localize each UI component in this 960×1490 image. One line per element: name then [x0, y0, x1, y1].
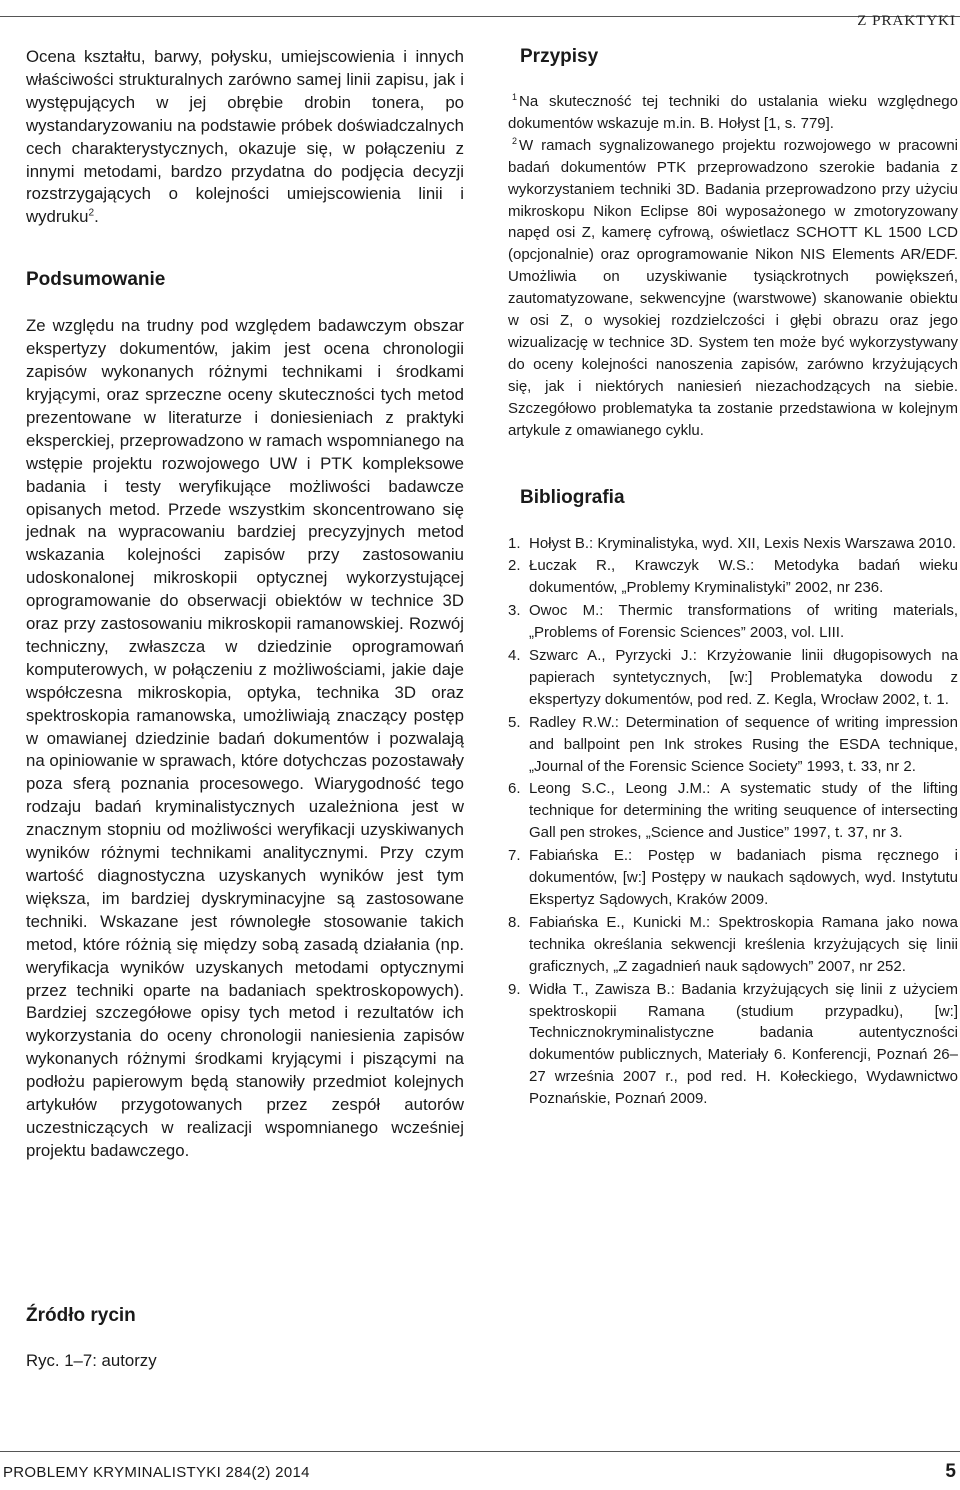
- footnote-number: 2: [512, 135, 518, 146]
- bibliography-text: Fabiańska E., Kunicki M.: Spektroskopia Ramana jako nowa technika określania sekwencji kreślenia krzyżujących się linii graficznych, „Z zagadnień nauk sądowych” 2007, nr 252.: [529, 913, 958, 975]
- figure-sources-text: Ryc. 1–7: autorzy: [26, 1351, 157, 1370]
- figure-sources-heading: Źródło rycin: [26, 1305, 136, 1326]
- summary-paragraph: Ze względu na trudny pod względem badawczym obszar ekspertyzy dokumentów, jakim jest ocena chronologii zapisów wykonanych różnymi technikami i środkami kryjącymi, oraz sprzeczne oceny skuteczności tych metod prezentowane w literaturze i doniesieniach z praktyki eksperckiej, przeprowadzono w ramach wspomnianego na wstępie projektu rozwojowego UW i PTK kompleksowe badania i testy weryfikujące możliwości badawcze opisanych metod. Przede wszystkim skoncentrowano się jednak na wypracowaniu bardziej precyzyjnych metod wskazania kolejności zapisów przy zastosowaniu udoskonalonej mikroskopii optycznej wykorzystującej oprogramowanie do obserwacji obiektów w technice 3D oraz przy zastosowaniu mikroskopii ramanowskiej. Rozwój techniczny, zwłaszcza w dziedzinie oprogramowań komputerowych, w połączeniu z możliwościami, jakie daje współczesna mikroskopia, optyka, technika 3D oraz spektroskopia ramanowska, umożliwiają znaczący postęp w omawianej dziedzinie badań dokumentów i pozwalają na opiniowanie w sprawach, które dotychczas pozostawały poza sferą poznania procesowego. Wiarygodność tego rodzaju badań kryminalistycznych uzależniona jest w znacznym stopniu od możliwości weryfikacji uzyskiwanych wyników różnymi technikami analitycznymi. Przy czym wartość diagnostyczna uzyskanych wyników jest tym większa, im bardziej dyskryminacyjne są zastosowane techniki. Wskazane jest równoległe stosowanie takich metod, które różnią się między sobą zasadą działania (np. weryfikacja wyników uzyskanych metodami optycznymi przez techniki oparte na badaniach spektroskopowych). Bardziej szczegółowe opisy tych metod i rezultatów ich wykorzystania do oceny chronologii naniesienia zapisów wykonanych różnymi środkami kryjącymi i piszącymi na podłożu papierowym będą stanowiły przedmiot kolejnych artykułów przygotowanych przez zespół autorów uczestniczących w realizacji wspomnianego wcześniej projektu badawczego.: [26, 316, 464, 1160]
- bibliography-number: 3.: [508, 602, 521, 620]
- figure-sources: [26, 1305, 466, 1371]
- bibliography-item: [508, 645, 958, 711]
- bibliography-text: Fabiańska E.: Postęp w badaniach pisma ręcznego i dokumentów, [w:] Postępy w naukach sądowych, wyd. Instytutu Ekspertyz Sądowych, Kraków 2009.: [529, 847, 958, 908]
- bibliography-text: Widła T., Zawisza B.: Badania krzyżujących się linii z użyciem spektroskopii Ramana (studium przypadku), [w:] Technicznokryminalistyczne badania autentyczności dokumentów publicznych, Materiały 6. Konferencji, Poznań 26–27 września 2007 r., pod red. H. Kołeckiego, Wydawnictwo Poznańskie, Poznań 2009.: [529, 980, 958, 1108]
- footnotes-heading: Przypisy: [520, 46, 599, 67]
- bibliography-item: [508, 912, 958, 978]
- bibliography-number: 1.: [508, 534, 521, 552]
- bibliography-number: 9.: [508, 980, 521, 998]
- footnote-2: [508, 135, 958, 442]
- footnote-text: W ramach sygnalizowanego projektu rozwojowego w pracowni badań dokumentów PTK przeprowadzono szerokie badania z wykorzystaniem techniki 3D. Badania przeprowadzono przy użyciu mikroskopu Nikon Eclipse 80i wyposażonego w zmotoryzowany napęd osi Z, kamerę cyfrową, oświetlacz SCHOTT KL 1500 LCD (opcjonalnie) oraz oprogramowanie Nikon NIS Elements AR/EDF. Umożliwia on uzyskiwanie tysiąckrotnych powiększeń, zautomatyzowane, sekwencyjne (warstwowe) skanowanie obiektu w osi Z, o wysokiej rozdzielczości i głębi obrazu oraz jego wizualizację w technice 3D. System ten może być wykorzystywany do oceny kolejności nanoszenia zapisów, zarówno krzyżujących się, jak i niektórych naniesień niezachodzących na siebie. Szczegółowo problematyka ta zostanie przedstawiona w kolejnym artykule z omawianego cyklu.: [508, 136, 958, 439]
- section-label: Z PRAKTYKI: [857, 13, 956, 29]
- bibliography-number: 2.: [508, 557, 521, 575]
- bibliography-number: 5.: [508, 713, 521, 731]
- bibliography-list: [508, 533, 958, 1111]
- journal-name: PROBLEMY KRYMINALISTYKI 284(2) 2014: [3, 1464, 310, 1481]
- bibliography-text: Owoc M.: Thermic transformations of writing materials, „Problems of Forensic Sciences” 2003, vol. LIII.: [529, 602, 958, 642]
- footnote-text: Na skuteczność tej techniki do ustalania wieku względnego dokumentów wskazuje m.in. B. Hołyst [1, s. 779].: [508, 93, 958, 132]
- right-column: [508, 46, 958, 1111]
- footer-rule: [0, 1451, 960, 1452]
- footnote-number: 1: [512, 92, 518, 102]
- intro-end: .: [94, 207, 99, 227]
- bibliography-text: Łuczak R., Krawczyk W.S.: Metodyka badań wieku dokumentów, „Problemy Kryminalistyki” 2002, nr 236.: [529, 557, 958, 597]
- bibliography-number: 8.: [508, 913, 521, 931]
- bibliography-item: [508, 778, 958, 844]
- bibliography-text: Hołyst B.: Kryminalistyka, wyd. XII, Lexis Nexis Warszawa 2010.: [529, 534, 957, 552]
- footnote-1: [508, 91, 958, 135]
- bibliography-text: Leong S.C., Leong J.M.: A systematic study of the lifting technique for determining the writing seuquence of intersecting Gall pen strokes, „Science and Justice” 1997, t. 37, nr 3.: [529, 780, 958, 842]
- bibliography-item: [508, 600, 958, 644]
- page-number: 5: [945, 1461, 956, 1482]
- bibliography-item: [508, 555, 958, 599]
- bibliography-item: [508, 979, 958, 1110]
- bibliography-number: 7.: [508, 847, 521, 865]
- bibliography-text: Radley R.W.: Determination of sequence of writing impression and ballpoint pen Ink strokes Rusing the ESDA technique, „Journal of the Forensic Science Society” 1993, t. 33, nr 2.: [529, 713, 958, 775]
- summary-heading: Podsumowanie: [26, 269, 166, 291]
- left-column: [26, 46, 464, 1163]
- header-rule: [0, 13, 960, 29]
- footnote-ref-2[interactable]: 2: [88, 207, 95, 219]
- bibliography-item: [508, 712, 958, 778]
- bibliography-item: [508, 533, 958, 555]
- bibliography-number: 6.: [508, 780, 521, 798]
- intro-paragraph: [26, 46, 464, 229]
- bibliography-text: Szwarc A., Pyrzycki J.: Krzyżowanie linii długopisowych na papierach syntetycznych, [w:] Problematyka dowodu z ekspertyzy dokumentów, pod red. Z. Kegla, Wrocław 2002, t. 1.: [529, 647, 958, 708]
- intro-text: Ocena kształtu, barwy, połysku, umiejscowienia i innych właściwości strukturalnych zarówno samej linii zapisu, jak i występujących w jej obrębie drobin tonera, po wystandaryzowaniu na podstawie próbek doświadczalnych cech charakterystycznych, okazuje się, w połączeniu z innymi metodami, bardzo przydatna do podjęcia decyzji rozstrzygających o kolejności umiejscowienia linii i wydruku: [26, 47, 464, 227]
- bibliography-item: [508, 845, 958, 911]
- bibliography-number: 4.: [508, 647, 521, 665]
- bibliography-heading: Bibliografia: [520, 486, 625, 508]
